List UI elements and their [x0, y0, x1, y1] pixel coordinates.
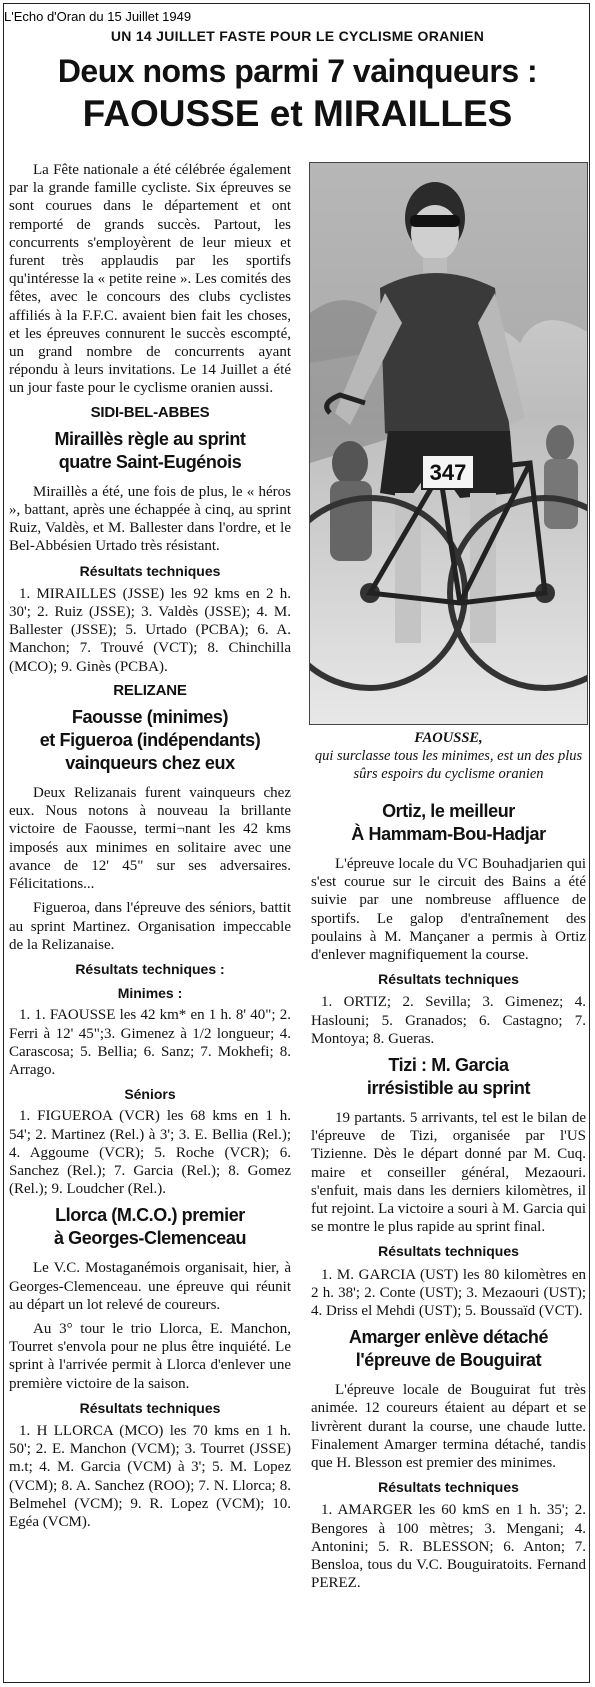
georges-headline-l2: à Georges-Clemenceau	[53, 1228, 247, 1249]
relizane-headline-l2: et Figueroa (indépendants)	[39, 730, 261, 751]
headline-line1: Deux noms parmi 7 vainqueurs :	[57, 53, 538, 89]
author-signature: Fernand PEREZ.	[311, 1557, 586, 1592]
kicker: UN 14 JUILLET FASTE POUR LE CYCLISME ORANIEN	[110, 28, 485, 44]
relizane-place: RELIZANE	[113, 681, 187, 699]
tizi-headline-l1: Tizi : M. Garcia	[388, 1055, 509, 1076]
seniors-results: 1. FIGUEROA (VCR) les 68 kms en 1 h. 54'; 2. Martinez (Rel.) à 3'; 3. E. Bellia (Rel.); 4. Aggoume (VCR); 5. Roche (VCR); 6. Sanchez (Rel.); 7. Garcia (Rel.); 8. Gomez (Rel.); 9. Loudcher (Rel.).	[9, 1108, 291, 1198]
hammam-results-title: Résultats techniques	[378, 971, 519, 988]
minimes-title: Minimes :	[117, 985, 183, 1002]
tizi-headline	[311, 1054, 586, 1100]
bib-number: 347	[429, 460, 467, 485]
minimes-results: 1. 1. FAOUSSE les 42 km* en 1 h. 8' 40"; 2. Ferri à 12' 45";3. Gimenez à 1/2 longueur; 4. Carascosa; 5. Bellia; 6. Sanz; 7. Mokhefi; 8. Arrago.	[9, 1007, 291, 1078]
photo-caption	[305, 729, 592, 783]
relizane-headline	[9, 706, 291, 775]
relizane-body2: Figueroa, dans l'épreuve des séniors, battit au sprint Martinez. Organisation impeccable de la Relizanaise.	[9, 900, 291, 953]
bouguirat-results-text: 1. AMARGER les 60 kmS en 1 h. 35'; 2. Bengores à 100 mètres; 3. Mengani; 4. Antonini; 5. R. BLESSON; 6. Anton; 7. Bensloa, tous du V.C. Bouguiratoits.	[311, 1502, 586, 1574]
relizane-results-title: Résultats techniques :	[75, 960, 225, 977]
caption-text: qui surclasse tous les minimes, est un des plus sûrs espoirs du cyclisme oranien	[314, 748, 583, 782]
tizi-results-title: Résultats techniques	[378, 1243, 519, 1260]
left-column	[9, 161, 291, 1537]
georges-body1: Le V.C. Mostaganémois organisait, hier, à Georges-Clemenceau. une épreuve qui réunit au départ un lot relevé de coureurs.	[9, 1260, 291, 1313]
seniors-title: Séniors	[124, 1086, 176, 1103]
sidi-body: Miraillès a été, une fois de plus, le « héros », battant, après une échappée à cinq, au sprint Ruiz, Valdès, et M. Ballester dans l'ordre, et le Bel-Abbésien Urtado très résistant.	[9, 483, 291, 555]
tizi-body: 19 partants. 5 arrivants, tel est le bilan de l'épreuve de Tizi, organisée par l'US Tizienne. Dès le départ donné par M. Cuq. maire et conseiller général, Mezaouri. s'enfuit, mais dans les derniers kilomètres, il fut rejoint. La victoire a souri à M. Garcia qui se montre le plus rapide au sprint final.	[311, 1110, 586, 1236]
relizane-headline-l1: Faousse (minimes)	[71, 707, 229, 728]
source-line: L'Echo d'Oran du 15 Juillet 1949	[4, 9, 192, 24]
bouguirat-body: L'épreuve locale de Bouguirat fut très animée. 12 coureurs étaient au départ et se livrèrent durant la course, une chaude lutte. Finalement Amarger termina détaché, tandis que H. Blesson est premier des minimes.	[311, 1382, 586, 1472]
tizi-results: 1. M. GARCIA (UST) les 80 kilomètres en 2 h. 38'; 2. Conte (UST); 3. Mezaouri (UST); 4. Driss el Mehdi (UST); 5. Boussaïd (VCT).	[311, 1266, 586, 1320]
cyclist-illustration	[310, 163, 588, 725]
bouguirat-headline	[311, 1326, 586, 1372]
georges-headline-l1: Llorca (M.C.O.) premier	[55, 1205, 245, 1226]
georges-headline	[9, 1204, 291, 1250]
caption-name: FAOUSSE,	[414, 730, 483, 746]
georges-results-title: Résultats techniques	[79, 1399, 221, 1416]
bouguirat-headline-l1: Amarger enlève détaché	[348, 1327, 549, 1348]
sidi-headline-l1: Miraillès règle au sprint	[54, 428, 246, 449]
hammam-body: L'épreuve locale du VC Bouhadjarien qui s'est courue sur le circuit des Bains a été suivie par une nombreuse affluence de sportifs. Le galop d'entraînement des poulains à M. Mançaner a permis à Ortiz d'enlever magnifiquement la course.	[311, 856, 586, 964]
bouguirat-results	[311, 1501, 586, 1592]
sidi-results: 1. MIRAILLES (JSSE) les 92 kms en 2 h. 30'; 2. Ruiz (JSSE); 3. Valdès (JSSE); 4. M. Ballester (JSSE); 5. Urtado (PCBA); 6. A. Manchon; 7. Trouvé (VCT); 8. Chinchilla (MCO); 9. Ginès (PCBA).	[9, 585, 291, 675]
sidi-results-title: Résultats techniques	[79, 562, 221, 579]
hammam-headline-l2: À Hammam-Bou-Hadjar	[351, 824, 546, 844]
sidi-place: SIDI-BEL-ABBES	[90, 403, 210, 421]
hammam-results: 1. ORTIZ; 2. Sevilla; 3. Gimenez; 4. Haslouni; 5. Granados; 6. Castagno; 7. Montoya; 8. Gueras.	[311, 994, 586, 1047]
relizane-body1: Deux Relizanais furent vainqueurs chez eux. Nous notons à nouveau la brillante victoire de Faousse, termi¬nant les 42 kms imposés aux minimes en solitaire avec une avance de 12' 45" sur ses adversaires. Félicitations...	[9, 785, 291, 893]
hammam-headline-l1: Ortiz, le meilleur	[382, 801, 515, 821]
bouguirat-results-title: Résultats techniques	[378, 1479, 519, 1496]
georges-body2: Au 3° tour le trio Llorca, E. Manchon, Tourret s'envola pour ne plus être inquiété. Le sprint à l'arrivée permit à Llorca d'enlever une première victoire de la saison.	[9, 1320, 291, 1392]
relizane-headline-l3: vainqueurs chez eux	[65, 753, 235, 774]
hammam-headline	[311, 800, 586, 846]
bouguirat-headline-l2: l'épreuve de Bouguirat	[355, 1350, 542, 1371]
georges-results: 1. H LLORCA (MCO) les 70 kms en 1 h. 50'; 2. E. Manchon (VCM); 3. Tourret (JSSE) m.t; 4. M. Garcia (VCM) à 3'; 5. M. Lopez (VCM); 8. A. Sanchez (ROO); 7. N. Llorca; 8. Belmehel (VCM); 9. R. Lopez (VCM); 10. Egéa (VCM).	[9, 1422, 291, 1530]
tizi-headline-l2: irrésistible au sprint	[366, 1078, 531, 1099]
headline-line2: FAOUSSE et MIRAILLES	[82, 93, 513, 134]
right-column	[311, 796, 586, 1599]
intro-paragraph: La Fête nationale a été célébrée également par la grande famille cycliste. Six épreuves se sont courues dans le département et ont remporté de grands succès. Partout, les concurrents s'employèrent de leur mieux et furent très applaudis par les sportifs qu'intéresse la « petite reine ». Les comités des fêtes, avec le concours des clubs cyclistes affiliés à la F.F.C. avaient bien fait les choses, et les épreuves connurent le succès escompté, un grand nombre de concurrents ayant répondu à leurs invitations. Le 14 Juillet a été un jour faste pour le cyclisme oranien aussi.	[9, 162, 291, 397]
sidi-headline	[9, 428, 291, 474]
sidi-headline-l2: quatre Saint-Eugénois	[58, 451, 242, 472]
cyclist-photo	[309, 162, 588, 725]
